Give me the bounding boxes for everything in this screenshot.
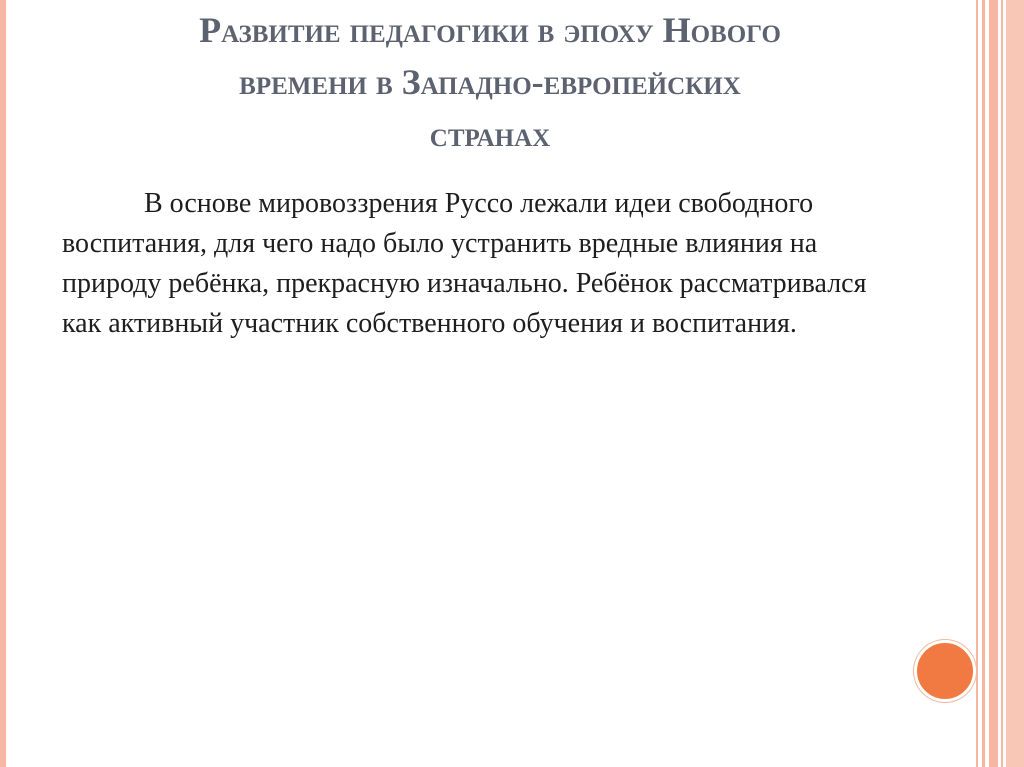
title-line-2: времени в Западно-европейских — [239, 62, 741, 102]
left-border-decoration — [0, 0, 6, 767]
stripe — [976, 0, 978, 767]
right-stripes-decoration — [976, 0, 1024, 767]
slide-body-text: В основе мировоззрения Руссо лежали идеи свободного воспитания, для чего надо было устранить вредные влияния на природу ребёнка, прекрасную изначально. Ребёнок рассматривался как активный участник собственного обучения и воспитания. — [62, 188, 867, 339]
orange-circle-icon — [914, 640, 976, 702]
stripe — [982, 0, 985, 767]
title-line-3: странах — [429, 114, 551, 154]
stripe — [1001, 0, 1003, 767]
slide-title — [60, 0, 920, 160]
title-line-1: Развитие педагогики в эпоху Нового — [199, 10, 781, 50]
stripe — [1006, 0, 1024, 767]
stripe — [989, 0, 998, 767]
